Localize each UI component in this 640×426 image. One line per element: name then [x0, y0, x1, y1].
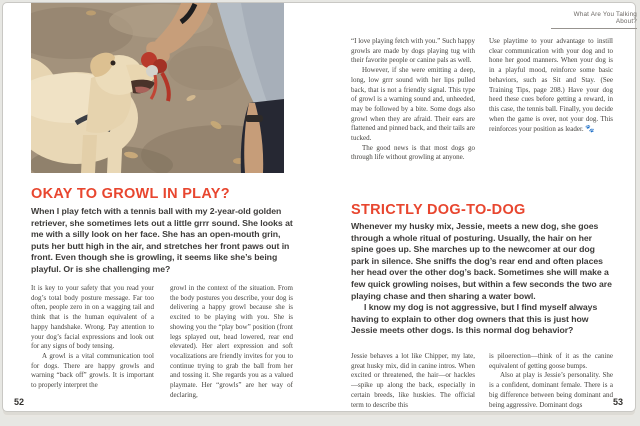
- intro-paragraph: Whenever my husky mix, Jessie, meets a new dog, she goes through a whole ritual of posturing. Usually, the hair on her spine goes up. She marches up to the newcomer at our dog park in silence. She sniffs the dog’s rear end and often places her head over the other dog’s back. Sometimes she will make a few quick growling noises, but within a few seconds the two are playing chase and then sharing a water bowl.: [351, 221, 612, 301]
- photo-illustration: [31, 3, 284, 173]
- intro-paragraph: I know my dog is not aggressive, but I find myself always having to explain to other dog owners that this is just how Jessie meets other dogs. Is this normal dog behavior?: [351, 302, 598, 336]
- paragraph: “I love playing fetch with you.” Such happy growls are made by dogs playing tug with their favorite people or canine pals as well.: [351, 37, 475, 65]
- section-heading-dog-to-dog: STRICTLY DOG-TO-DOG: [351, 202, 526, 218]
- paragraph: It is key to your safety that you read your dog’s total body posture message. Far too often, people zero in on a wagging tail and think that is the human equivalent of a happy handshake. Wrong. Pay attention to your dog’s facial expressions and look out for any signs of body tensing.: [31, 284, 154, 351]
- text-column-1: [31, 284, 154, 400]
- running-header: What Are You Talking About?: [551, 11, 637, 29]
- paragraph: is piloerection—think of it as the canine equivalent of getting goose bumps.: [489, 352, 613, 370]
- paragraph: However, if she were emitting a deep, long, low grrr sound with her lips pulled back, that is not a friendly signal. This type of growl is a warning sound and, unheeded, may be followed by a bite. Some dogs also growl when they are afraid. Their ears are flattened and pinned back, and their tails are tucked.: [351, 66, 476, 143]
- text-column-1: [351, 37, 475, 163]
- eye: [111, 61, 116, 66]
- paragraph: The good news is that most dogs go through life without growling at anyone.: [351, 143, 475, 162]
- page-number-left: 52: [14, 397, 25, 407]
- text-column-2: [489, 352, 613, 410]
- wristwatch: [245, 115, 263, 122]
- intro-paragraph: When I play fetch with a tennis ball with my 2-year-old golden retriever, she sometimes lets out a little grrr sound. She looks at me with a silly look on her face. She has an open-mouth grin, puts her butt high in the air, and stretches her front paws out in front. Even though she is growling, it seems like she’s being playful. Or is she challenging me?: [31, 206, 293, 274]
- paragraph: [489, 37, 613, 135]
- paragraph: Jessie behaves a lot like Chipper, my late, great husky mix, did in canine intros. When excited or threatened, the hair—or hackles—spike up along the back, especially in certain breeds, like huskies. The official term to describe this: [351, 352, 475, 409]
- question-intro: [31, 206, 293, 276]
- book-spread: [2, 2, 636, 412]
- text-column-2: [489, 37, 613, 163]
- answer-columns: [31, 284, 293, 400]
- answer-columns: [351, 352, 613, 410]
- paragraph: Also at play is Jessie’s personality. She is a confident, dominant female. There is a big difference between being dominant and being aggressive. Dominant dogs: [489, 371, 613, 409]
- paragraph: growl in the context of the situation. From the body postures you describe, your dog is delivering a happy growl because she is excited to be playing with you. She is showing you the “play bow” position (front legs splayed out, head lowered, rear end elevated). Her alert expression and soft vocalizations are friendly invites for you to continue trying to grab the ball from her and tossing it. She regards you as a valued playmate. Her “growls” are her way of declaring,: [170, 284, 293, 399]
- paragraph-text: Use playtime to your advantage to instill clear communication with your dog and to hone her good manners. When your dog is in a playful mood, reinforce some basic behaviors, such as Sit and Stay. (See Training Tips, page 208.) Have your dog heed these cues before getting a reward, in this case, the tennis ball. Finally, you decide when the game is over, not your dog. This reinforces your position as leader.: [489, 37, 613, 134]
- paragraph: A growl is a vital communication tool for dogs. There are happy growls and warning “back off” growls. It is important to properly interpret the: [31, 351, 154, 390]
- section-heading-growl-in-play: OKAY TO GROWL IN PLAY?: [31, 186, 230, 202]
- text-column-1: [351, 352, 475, 410]
- page-number-right: 53: [612, 397, 623, 407]
- continuation-columns: [351, 37, 613, 163]
- question-intro: [351, 221, 615, 337]
- dog-tug-photo: [31, 3, 284, 173]
- text-column-2: [170, 284, 293, 400]
- paw-icon: 🐾: [585, 124, 595, 134]
